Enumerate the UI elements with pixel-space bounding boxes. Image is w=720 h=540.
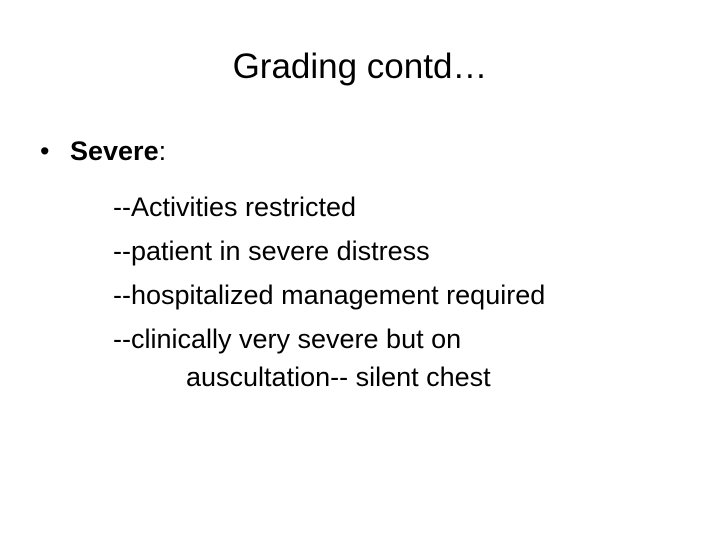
bullet-heading-colon: :	[158, 136, 167, 166]
bullet-severe	[40, 133, 166, 169]
criteria-item-activities: --Activities restricted	[113, 192, 357, 222]
bullet-heading: Severe	[70, 136, 159, 166]
bullet-marker: •	[40, 136, 50, 166]
criteria-item-clinically-severe: --clinically very severe but on	[113, 324, 462, 354]
criteria-item-distress: --patient in severe distress	[113, 236, 430, 266]
criteria-item-hospitalized: --hospitalized management required	[113, 280, 546, 310]
criteria-item-continuation: auscultation-- silent chest	[186, 362, 491, 392]
slide-title: Grading contd…	[232, 47, 488, 86]
severity-criteria-list	[113, 185, 545, 393]
